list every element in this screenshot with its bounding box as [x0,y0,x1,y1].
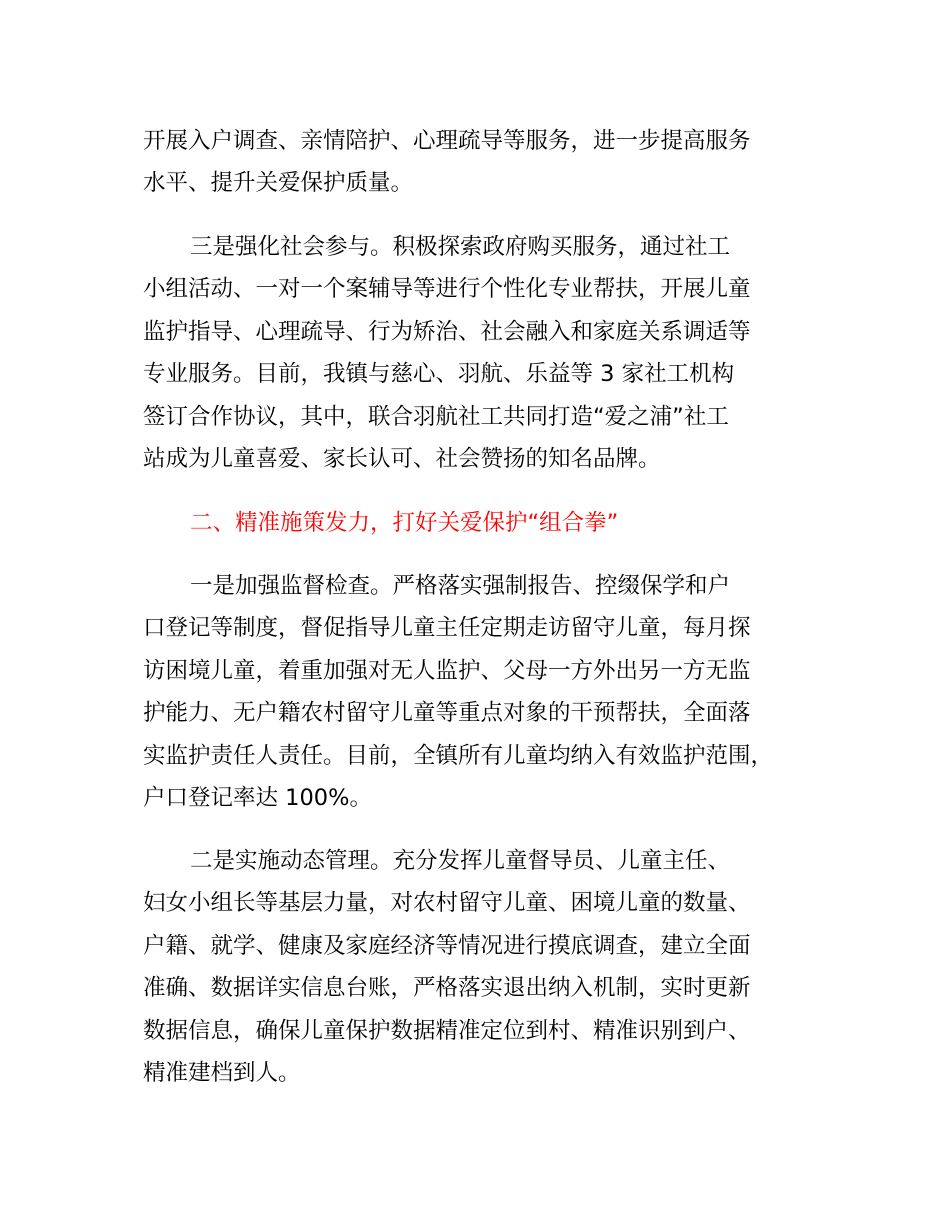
paragraph-line: 小组活动、一对一个案辅导等进行个性化专业帮扶，开展儿童 [143,276,751,302]
paragraph-line: 监护指导、心理疏导、行为矫治、社会融入和家庭关系调适等 [143,319,751,345]
paragraph-line: 实监护责任人责任。目前，全镇所有儿童均纳入有效监护范围， [143,743,774,769]
paragraph-line: 准确、数据详实信息台账，严格落实退出纳入机制，实时更新 [143,975,751,1001]
paragraph-line: 水平、提升关爱保护质量。 [143,170,414,196]
paragraph-line: 站成为儿童喜爱、家长认可、社会赞扬的知名品牌。 [143,446,661,472]
paragraph-line: 口登记等制度，督促指导儿童主任定期走访留守儿童，每月探 [143,615,751,641]
paragraph-line: 二是实施动态管理。充分发挥儿童督导员、儿童主任、 [190,848,731,874]
paragraph-line: 签订合作协议，其中，联合羽航社工共同打造“爱之浦”社工 [143,404,729,430]
paragraph-line: 精准建档到人。 [143,1060,301,1086]
section-heading: 二、精准施策发力，打好关爱保护“组合拳” [190,510,619,536]
paragraph-line: 访困境儿童，着重加强对无人监护、父母一方外出另一方无监 [143,658,751,684]
paragraph-line: 一是加强监督检查。严格落实强制报告、控缀保学和户 [190,573,731,599]
paragraph-line: 妇女小组长等基层力量，对农村留守儿童、困境儿童的数量、 [143,890,751,916]
paragraph-line: 三是强化社会参与。积极探索政府购买服务，通过社工 [190,234,731,260]
paragraph-line: 数据信息，确保儿童保护数据精准定位到村、精准识别到户、 [143,1018,751,1044]
paragraph-line: 户籍、就学、健康及家庭经济等情况进行摸底调查，建立全面 [143,933,751,959]
paragraph-line: 户口登记率达 100%。 [143,785,372,811]
paragraph-line: 专业服务。目前，我镇与慈心、羽航、乐益等 3 家社工机构 [143,361,735,387]
paragraph-line: 护能力、无户籍农村留守儿童等重点对象的干预帮扶，全面落 [143,700,751,726]
paragraph-line: 开展入户调查、亲情陪护、心理疏导等服务，进一步提高服务 [143,128,751,154]
